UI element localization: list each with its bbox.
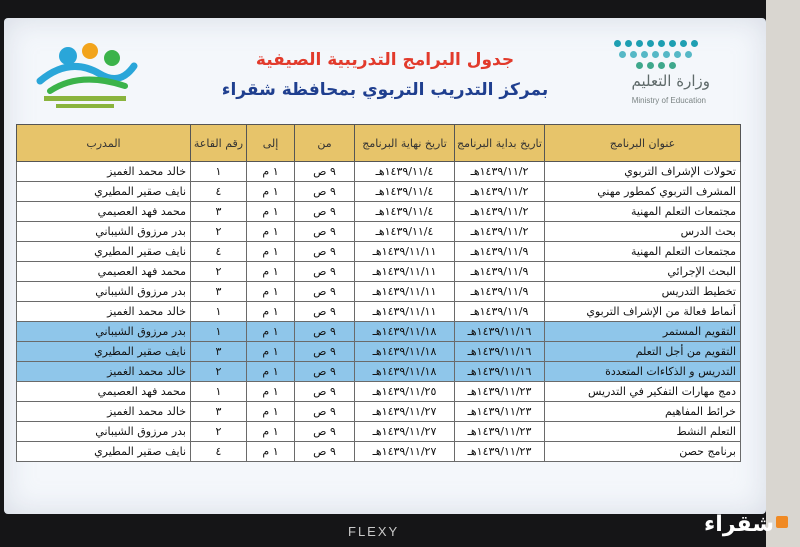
table-row (17, 342, 741, 362)
to-time-cell: ١ م (247, 302, 295, 322)
to-time-cell: ١ م (247, 242, 295, 262)
page-title: جدول البرامج التدريبية الصيفية (255, 50, 515, 70)
to-time-cell: ١ م (247, 202, 295, 222)
col-start-date: تاريخ بداية البرنامج (455, 125, 545, 162)
to-time-cell: ١ م (247, 362, 295, 382)
table-row (17, 362, 741, 382)
program-cell: دمج مهارات التفكير في التدريس (545, 382, 741, 402)
room-cell: ٤ (191, 442, 247, 462)
trainer-cell: محمد فهد العصيمي (17, 382, 191, 402)
end-date-cell: ١٤٣٩/١١/٢٥هـ (355, 382, 455, 402)
end-date-cell: ١٤٣٩/١١/١١هـ (355, 282, 455, 302)
monitor-brand: FLEXY (348, 524, 400, 539)
program-cell: مجتمعات التعلم المهنية (545, 242, 741, 262)
start-date-cell: ١٤٣٩/١١/٩هـ (455, 262, 545, 282)
from-time-cell: ٩ ص (295, 302, 355, 322)
program-cell: التدريس و الذكاءات المتعددة (545, 362, 741, 382)
wall-background (766, 0, 800, 547)
end-date-cell: ١٤٣٩/١١/٤هـ (355, 222, 455, 242)
trainer-cell: خالد محمد الغميز (17, 162, 191, 182)
program-cell: التقويم من أجل التعلم (545, 342, 741, 362)
program-cell: مجتمعات التعلم المهنية (545, 202, 741, 222)
end-date-cell: ١٤٣٩/١١/١٨هـ (355, 342, 455, 362)
table-header-row (17, 125, 741, 162)
start-date-cell: ١٤٣٩/١١/٢هـ (455, 182, 545, 202)
room-cell: ١ (191, 382, 247, 402)
start-date-cell: ١٤٣٩/١١/٩هـ (455, 242, 545, 262)
start-date-cell: ١٤٣٩/١١/٢هـ (455, 222, 545, 242)
start-date-cell: ١٤٣٩/١١/٢٣هـ (455, 422, 545, 442)
end-date-cell: ١٤٣٩/١١/١٨هـ (355, 322, 455, 342)
watermark-square-icon (776, 516, 788, 528)
room-cell: ٢ (191, 222, 247, 242)
table-row (17, 442, 741, 462)
trainer-cell: محمد فهد العصيمي (17, 202, 191, 222)
to-time-cell: ١ م (247, 422, 295, 442)
end-date-cell: ١٤٣٩/١١/١٨هـ (355, 362, 455, 382)
trainer-cell: بدر مرزوق الشيباني (17, 322, 191, 342)
trainer-cell: خالد محمد الغميز (17, 402, 191, 422)
from-time-cell: ٩ ص (295, 182, 355, 202)
col-end-date: تاريخ نهاية البرنامج (355, 125, 455, 162)
table-row (17, 282, 741, 302)
to-time-cell: ١ م (247, 382, 295, 402)
from-time-cell: ٩ ص (295, 382, 355, 402)
table-row (17, 242, 741, 262)
from-time-cell: ٩ ص (295, 362, 355, 382)
program-cell: التقويم المستمر (545, 322, 741, 342)
site-watermark (704, 512, 794, 542)
from-time-cell: ٩ ص (295, 282, 355, 302)
end-date-cell: ١٤٣٩/١١/٢٧هـ (355, 422, 455, 442)
summer-program-logo (30, 36, 142, 116)
trainer-cell: خالد محمد الغميز (17, 362, 191, 382)
start-date-cell: ١٤٣٩/١١/٩هـ (455, 282, 545, 302)
program-cell: بحث الدرس (545, 222, 741, 242)
room-cell: ١ (191, 322, 247, 342)
from-time-cell: ٩ ص (295, 242, 355, 262)
trainer-cell: نايف صقير المطيري (17, 442, 191, 462)
from-time-cell: ٩ ص (295, 222, 355, 242)
col-from: من (295, 125, 355, 162)
table-row (17, 402, 741, 422)
room-cell: ١ (191, 302, 247, 322)
room-cell: ٤ (191, 182, 247, 202)
room-cell: ٣ (191, 402, 247, 422)
from-time-cell: ٩ ص (295, 322, 355, 342)
screen (4, 18, 766, 514)
room-cell: ١ (191, 162, 247, 182)
end-date-cell: ١٤٣٩/١١/٤هـ (355, 182, 455, 202)
from-time-cell: ٩ ص (295, 262, 355, 282)
from-time-cell: ٩ ص (295, 202, 355, 222)
room-cell: ٢ (191, 362, 247, 382)
program-cell: التعلم النشط (545, 422, 741, 442)
table-row (17, 162, 741, 182)
start-date-cell: ١٤٣٩/١١/١٦هـ (455, 322, 545, 342)
page-subtitle: بمركز التدريب التربوي بمحافظة شقراء (221, 80, 549, 100)
program-cell: تخطيط التدريس (545, 282, 741, 302)
end-date-cell: ١٤٣٩/١١/٤هـ (355, 162, 455, 182)
to-time-cell: ١ م (247, 442, 295, 462)
start-date-cell: ١٤٣٩/١١/١٦هـ (455, 362, 545, 382)
to-time-cell: ١ م (247, 162, 295, 182)
to-time-cell: ١ م (247, 282, 295, 302)
col-trainer: المدرب (17, 125, 191, 162)
start-date-cell: ١٤٣٩/١١/٢٣هـ (455, 442, 545, 462)
moe-name-en: Ministry of Education (631, 96, 706, 105)
table-row (17, 302, 741, 322)
end-date-cell: ١٤٣٩/١١/٢٧هـ (355, 402, 455, 422)
program-cell: البحث الإجرائي (545, 262, 741, 282)
col-program: عنوان البرنامج (545, 125, 741, 162)
to-time-cell: ١ م (247, 402, 295, 422)
from-time-cell: ٩ ص (295, 342, 355, 362)
table-row (17, 222, 741, 242)
table-row (17, 382, 741, 402)
start-date-cell: ١٤٣٩/١١/٩هـ (455, 302, 545, 322)
trainer-cell: نايف صقير المطيري (17, 182, 191, 202)
from-time-cell: ٩ ص (295, 422, 355, 442)
room-cell: ٢ (191, 422, 247, 442)
end-date-cell: ١٤٣٩/١١/١١هـ (355, 242, 455, 262)
program-cell: برنامج حصن (545, 442, 741, 462)
room-cell: ٢ (191, 262, 247, 282)
trainer-cell: بدر مرزوق الشيباني (17, 422, 191, 442)
program-cell: خرائط المفاهيم (545, 402, 741, 422)
trainer-cell: نايف صقير المطيري (17, 342, 191, 362)
table-row (17, 182, 741, 202)
to-time-cell: ١ م (247, 222, 295, 242)
table-row (17, 322, 741, 342)
trainer-cell: نايف صقير المطيري (17, 242, 191, 262)
start-date-cell: ١٤٣٩/١١/١٦هـ (455, 342, 545, 362)
table-row (17, 422, 741, 442)
start-date-cell: ١٤٣٩/١١/٢٣هـ (455, 402, 545, 422)
moe-name-ar: وزارة التعليم (631, 72, 710, 90)
to-time-cell: ١ م (247, 182, 295, 202)
trainer-cell: خالد محمد الغميز (17, 302, 191, 322)
schedule-table (16, 124, 741, 462)
trainer-cell: بدر مرزوق الشيباني (17, 222, 191, 242)
room-cell: ٣ (191, 342, 247, 362)
from-time-cell: ٩ ص (295, 442, 355, 462)
room-cell: ٣ (191, 282, 247, 302)
end-date-cell: ١٤٣٩/١١/٤هـ (355, 202, 455, 222)
col-to: إلى (247, 125, 295, 162)
to-time-cell: ١ م (247, 342, 295, 362)
end-date-cell: ١٤٣٩/١١/١١هـ (355, 302, 455, 322)
watermark-text: شقراء (704, 512, 774, 537)
end-date-cell: ١٤٣٩/١١/١١هـ (355, 262, 455, 282)
trainer-cell: محمد فهد العصيمي (17, 262, 191, 282)
start-date-cell: ١٤٣٩/١١/٢هـ (455, 162, 545, 182)
program-cell: أنماط فعالة من الإشراف التربوي (545, 302, 741, 322)
table-row (17, 262, 741, 282)
to-time-cell: ١ م (247, 322, 295, 342)
from-time-cell: ٩ ص (295, 402, 355, 422)
room-cell: ٤ (191, 242, 247, 262)
program-cell: المشرف التربوي كمطور مهني (545, 182, 741, 202)
start-date-cell: ١٤٣٩/١١/٢هـ (455, 202, 545, 222)
room-cell: ٣ (191, 202, 247, 222)
end-date-cell: ١٤٣٩/١١/٢٧هـ (355, 442, 455, 462)
start-date-cell: ١٤٣٩/١١/٢٣هـ (455, 382, 545, 402)
to-time-cell: ١ م (247, 262, 295, 282)
from-time-cell: ٩ ص (295, 162, 355, 182)
col-room: رقم القاعة (191, 125, 247, 162)
program-cell: تحولات الإشراف التربوي (545, 162, 741, 182)
trainer-cell: بدر مرزوق الشيباني (17, 282, 191, 302)
table-row (17, 202, 741, 222)
